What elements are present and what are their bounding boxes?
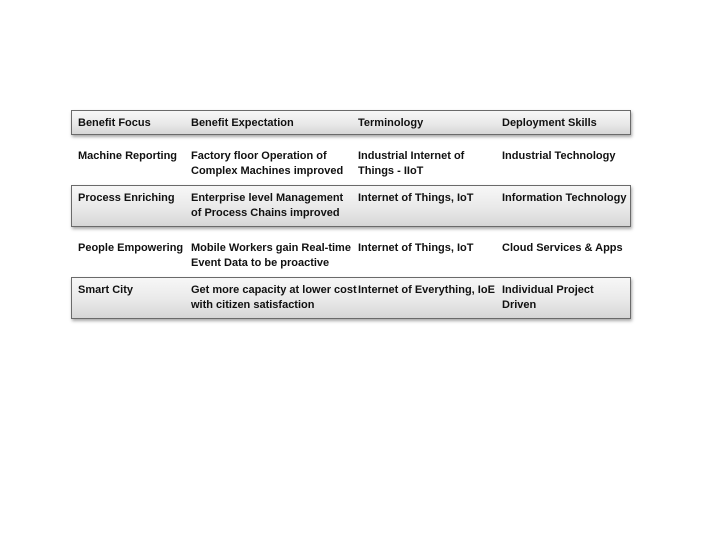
cell-benefit-focus: Smart City [78, 284, 134, 296]
cell-benefit-expectation [191, 283, 357, 313]
cell-text-line: Complex Machines improved [191, 165, 344, 177]
cell-text-line: Enterprise level Management [191, 192, 344, 204]
cell-benefit-focus: Machine Reporting [78, 150, 178, 162]
cell-terminology [358, 191, 498, 206]
cell-benefit-focus: Process Enriching [78, 192, 175, 204]
table-row-process-enriching [71, 185, 631, 227]
cell-text-line: Internet of Everything, IoE [358, 284, 495, 296]
cell-benefit-expectation [191, 149, 351, 179]
cell-terminology [358, 149, 498, 179]
table-row-smart-city [71, 277, 631, 319]
cell-text-line: Internet of Things, IoT [358, 192, 474, 204]
cell-deployment-skills: Individual Project Driven [502, 284, 594, 311]
cell-benefit-expectation [191, 241, 351, 271]
cell-text-line: with citizen satisfaction [191, 299, 315, 311]
cell-text-line: Things - IIoT [358, 165, 424, 177]
cell-benefit-expectation [191, 191, 351, 221]
cell-terminology [358, 241, 498, 256]
header-terminology: Terminology [358, 117, 424, 129]
benefit-table [71, 110, 631, 319]
header-benefit-expectation: Benefit Expectation [191, 117, 294, 129]
cell-deployment-skills: Cloud Services & Apps [502, 242, 623, 254]
cell-text-line: Get more capacity at lower cost [191, 284, 357, 296]
cell-text-line: Mobile Workers gain Real-time [191, 242, 351, 254]
header-deployment-skills: Deployment Skills [502, 117, 597, 129]
cell-deployment-skills: Information Technology [502, 192, 627, 204]
cell-benefit-focus: People Empowering [78, 242, 184, 254]
cell-text-line: Factory floor Operation of [191, 150, 327, 162]
table-row-machine-reporting [71, 142, 631, 178]
cell-text-line: Industrial Internet of [358, 150, 465, 162]
header-benefit-focus: Benefit Focus [78, 117, 151, 129]
cell-terminology [358, 283, 498, 298]
cell-deployment-skills: Industrial Technology [502, 150, 616, 162]
cell-text-line: Internet of Things, IoT [358, 242, 474, 254]
table-row-people-empowering [71, 234, 631, 270]
table-header-row [71, 110, 631, 135]
cell-text-line: Event Data to be proactive [191, 257, 330, 269]
cell-text-line: of Process Chains improved [191, 207, 340, 219]
